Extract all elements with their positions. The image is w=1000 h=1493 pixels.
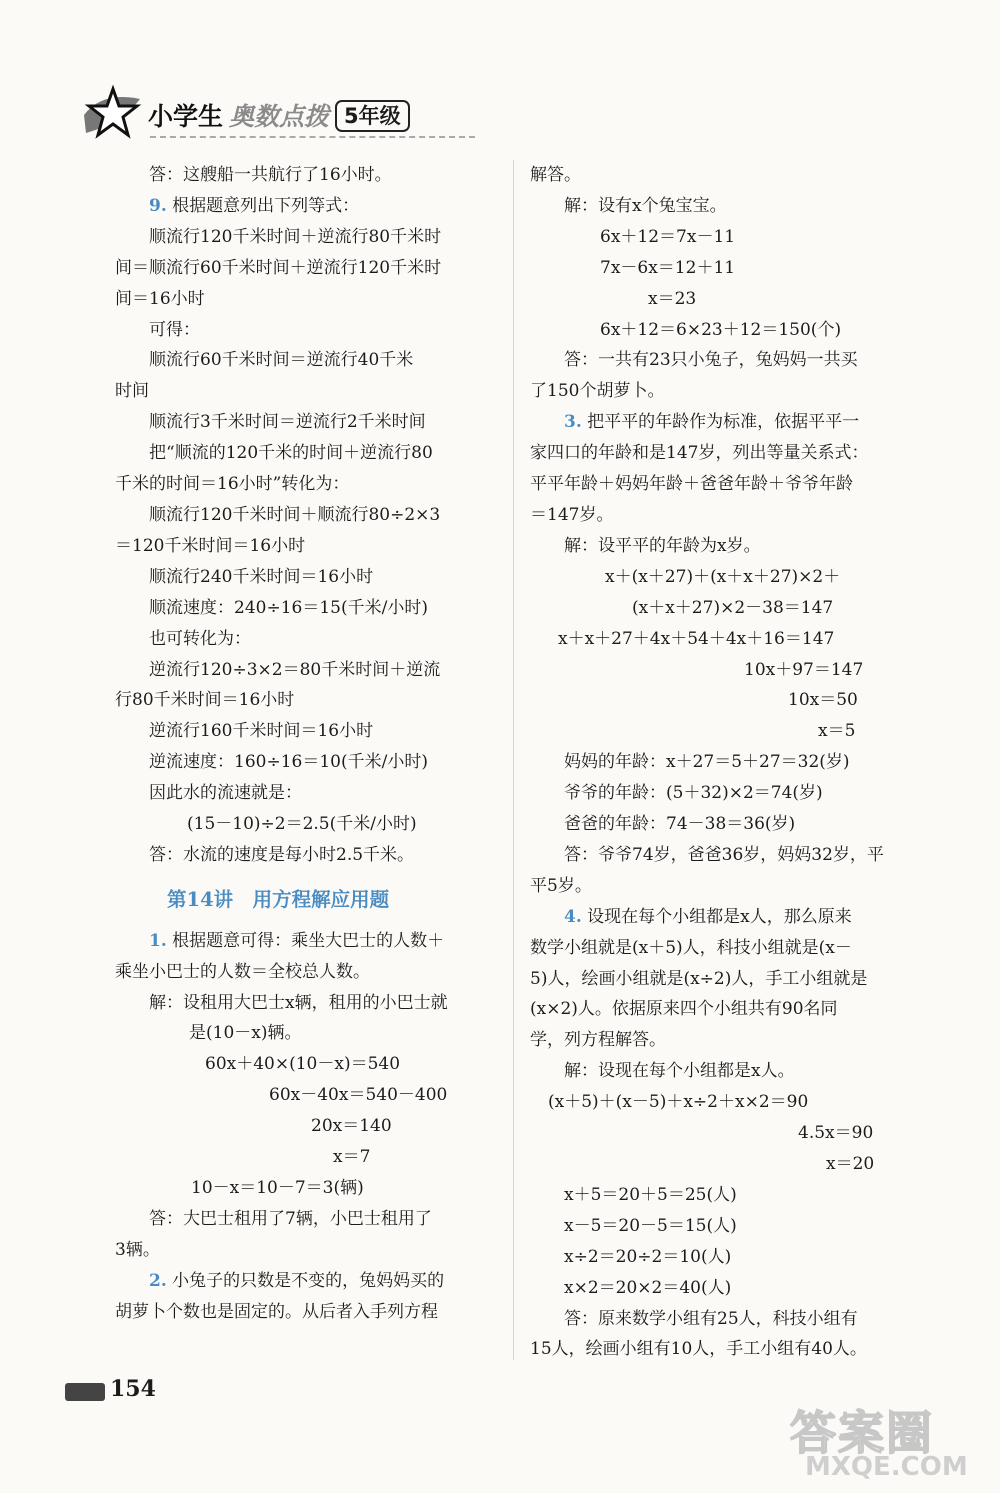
problem-number: 1. [149, 930, 167, 951]
text-line: 顺流行120千米时间＋逆流行80千米时 [149, 226, 442, 247]
text-line: 答：大巴士租用了7辆，小巴士租用了 [149, 1208, 432, 1229]
watermark-url: MXQE.COM [805, 1452, 968, 1482]
page-number-marker [65, 1383, 105, 1401]
text-line: 千米的时间＝16小时”转化为： [115, 474, 350, 495]
text-line: 平平年龄＋妈妈年龄＋爸爸年龄＋爷爷年龄 [530, 474, 853, 495]
problem-1 [115, 926, 495, 957]
problem-number: 4. [564, 906, 582, 927]
right-column [530, 160, 910, 1365]
equation-line: 20x＝140 [311, 1116, 392, 1137]
text-line: 把平平的年龄作为标准，依据平平一 [587, 412, 860, 433]
text-line: 解答。 [530, 165, 581, 185]
equation-line: 60x－40x＝540－400 [269, 1085, 448, 1106]
text-line: 答：水流的速度是每小时2.5千米。 [149, 844, 415, 865]
text-line: 5)人，绘画小组就是(x÷2)人，手工小组就是 [530, 968, 868, 989]
equation-line: x＋(x＋27)＋(x＋x＋27)×2＋ [605, 566, 841, 587]
equation-line: (15－10)÷2＝2.5(千米/小时) [187, 814, 417, 835]
problem-3 [530, 407, 910, 438]
equation-line: 6x＋12＝7x－11 [600, 226, 736, 247]
text-line: 间＝16小时 [115, 288, 205, 309]
text-line: 时间 [115, 381, 149, 402]
text-line: 顺流行60千米时间＝逆流行40千米 [149, 350, 414, 371]
text-line: (x×2)人。依据原来四个小组共有90名同 [530, 999, 838, 1020]
text-line: 行80千米时间＝16小时 [115, 690, 295, 711]
equation-line: 6x＋12＝6×23＋12＝150(个) [600, 319, 842, 340]
text-line: 因此水的流速就是： [149, 783, 302, 804]
text-line: 15人，绘画小组有10人，手工小组有40人。 [530, 1339, 867, 1360]
text-line: ＝120千米时间＝16小时 [115, 535, 306, 556]
equation-line: x×2＝20×2＝40(人) [564, 1277, 732, 1298]
equation-line: 7x－6x＝12＋11 [600, 257, 736, 278]
equation-line: x＋5＝20＋5＝25(人) [564, 1184, 737, 1205]
text-line: 爸爸的年龄：74－38＝36(岁) [564, 814, 796, 835]
section-title: 第14讲 用方程解应用题 [167, 887, 390, 911]
equation-line: x－5＝20－5＝15(人) [564, 1215, 737, 1236]
equation-line: x＝7 [333, 1147, 371, 1168]
text-line: 妈妈的年龄：x＋27＝5＋27＝32(岁) [564, 752, 850, 773]
text-line: 3辆。 [115, 1239, 160, 1260]
text-line: 解：设平平的年龄为x岁。 [564, 535, 761, 556]
text-line: 答：这艘船一共航行了16小时。 [149, 165, 392, 185]
text-line: 把“顺流的120千米的时间＋逆流行80 [149, 443, 433, 464]
text-line: 顺流速度：240÷16＝15(千米/小时) [149, 597, 428, 618]
text-line: 平5岁。 [530, 875, 592, 896]
text-line: 逆流行160千米时间＝16小时 [149, 721, 374, 742]
equation-line: 60x＋40×(10－x)＝540 [205, 1054, 401, 1075]
text-line: 逆流行120÷3×2＝80千米时间＋逆流 [149, 659, 441, 680]
text-line: 间＝顺流行60千米时间＋逆流行120千米时 [115, 257, 442, 278]
text-line: 爷爷的年龄：(5＋32)×2＝74(岁) [564, 783, 823, 804]
book-header [148, 99, 410, 135]
text-line: 乘坐小巴士的人数＝全校总人数。 [115, 961, 370, 982]
text-line: 是(10－x)辆。 [189, 1023, 302, 1044]
equation-line: x＝5 [818, 721, 856, 742]
grade-badge: 5年级 [335, 100, 410, 132]
text-line: 答：一共有23只小兔子，兔妈妈一共买 [564, 350, 858, 371]
problem-4 [530, 902, 910, 933]
text-line: 数学小组就是(x＋5)人，科技小组就是(x－ [530, 937, 852, 958]
text-line: 小兔子的只数是不变的，兔妈妈买的 [172, 1270, 445, 1291]
text-line: 了150个胡萝卜。 [530, 381, 665, 402]
problem-2 [115, 1266, 495, 1297]
text-line: 根据题意可得：乘坐大巴士的人数＋ [172, 930, 445, 951]
problem-9 [115, 191, 495, 222]
text-line: 答：原来数学小组有25人，科技小组有 [564, 1308, 858, 1329]
left-column [115, 160, 495, 1328]
text-line: 胡萝卜个数也是固定的。从后者入手列方程 [115, 1301, 438, 1322]
text-line: 根据题意列出下列等式： [172, 195, 360, 216]
header-title: 小学生 [148, 102, 224, 131]
text-line: 可得： [149, 319, 200, 340]
header-subtitle: 奥数点拨 [229, 102, 330, 131]
equation-line: (x＋x＋27)×2－38＝147 [632, 597, 834, 618]
text-line: 顺流行3千米时间＝逆流行2千米时间 [149, 412, 426, 433]
text-line: 解：设有x个兔宝宝。 [564, 195, 727, 216]
equation-line: (x＋5)＋(x－5)＋x÷2＋x×2＝90 [548, 1092, 809, 1113]
text-line: 解：设现在每个小组都是x人。 [564, 1061, 795, 1082]
text-line: 解：设租用大巴士x辆，租用的小巴士就 [149, 992, 448, 1013]
problem-number: 9. [149, 195, 167, 216]
text-line: 学，列方程解答。 [530, 1030, 666, 1051]
star-logo-icon [82, 85, 144, 141]
text-line: 家四口的年龄和是147岁，列出等量关系式： [530, 443, 869, 464]
header-rule [150, 136, 475, 138]
text-line: 答：爷爷74岁，爸爸36岁，妈妈32岁，平 [564, 844, 884, 865]
text-line: ＝147岁。 [530, 504, 614, 525]
text-line: 逆流速度：160÷16＝10(千米/小时) [149, 752, 428, 773]
text-line: 设现在每个小组都是x人，那么原来 [587, 906, 852, 927]
column-divider [513, 160, 514, 1360]
equation-line: x＋x＋27＋4x＋54＋4x＋16＝147 [558, 628, 835, 649]
equation-line: 10－x＝10－7＝3(辆) [191, 1178, 364, 1198]
equation-line: x＝23 [648, 288, 697, 309]
problem-number: 2. [149, 1270, 167, 1291]
equation-line: 4.5x＝90 [798, 1123, 874, 1144]
page-number: 154 [110, 1376, 156, 1402]
text-line: 也可转化为： [149, 628, 251, 649]
watermark-logo: 答案圈 [790, 1406, 934, 1460]
equation-line: 10x＋97＝147 [744, 659, 864, 680]
equation-line: x÷2＝20÷2＝10(人) [564, 1246, 732, 1267]
text-line: 顺流行240千米时间＝16小时 [149, 566, 374, 587]
equation-line: 10x＝50 [788, 690, 858, 711]
problem-number: 3. [564, 412, 582, 433]
text-line: 顺流行120千米时间＋顺流行80÷2×3 [149, 504, 441, 525]
equation-line: x＝20 [826, 1154, 875, 1174]
